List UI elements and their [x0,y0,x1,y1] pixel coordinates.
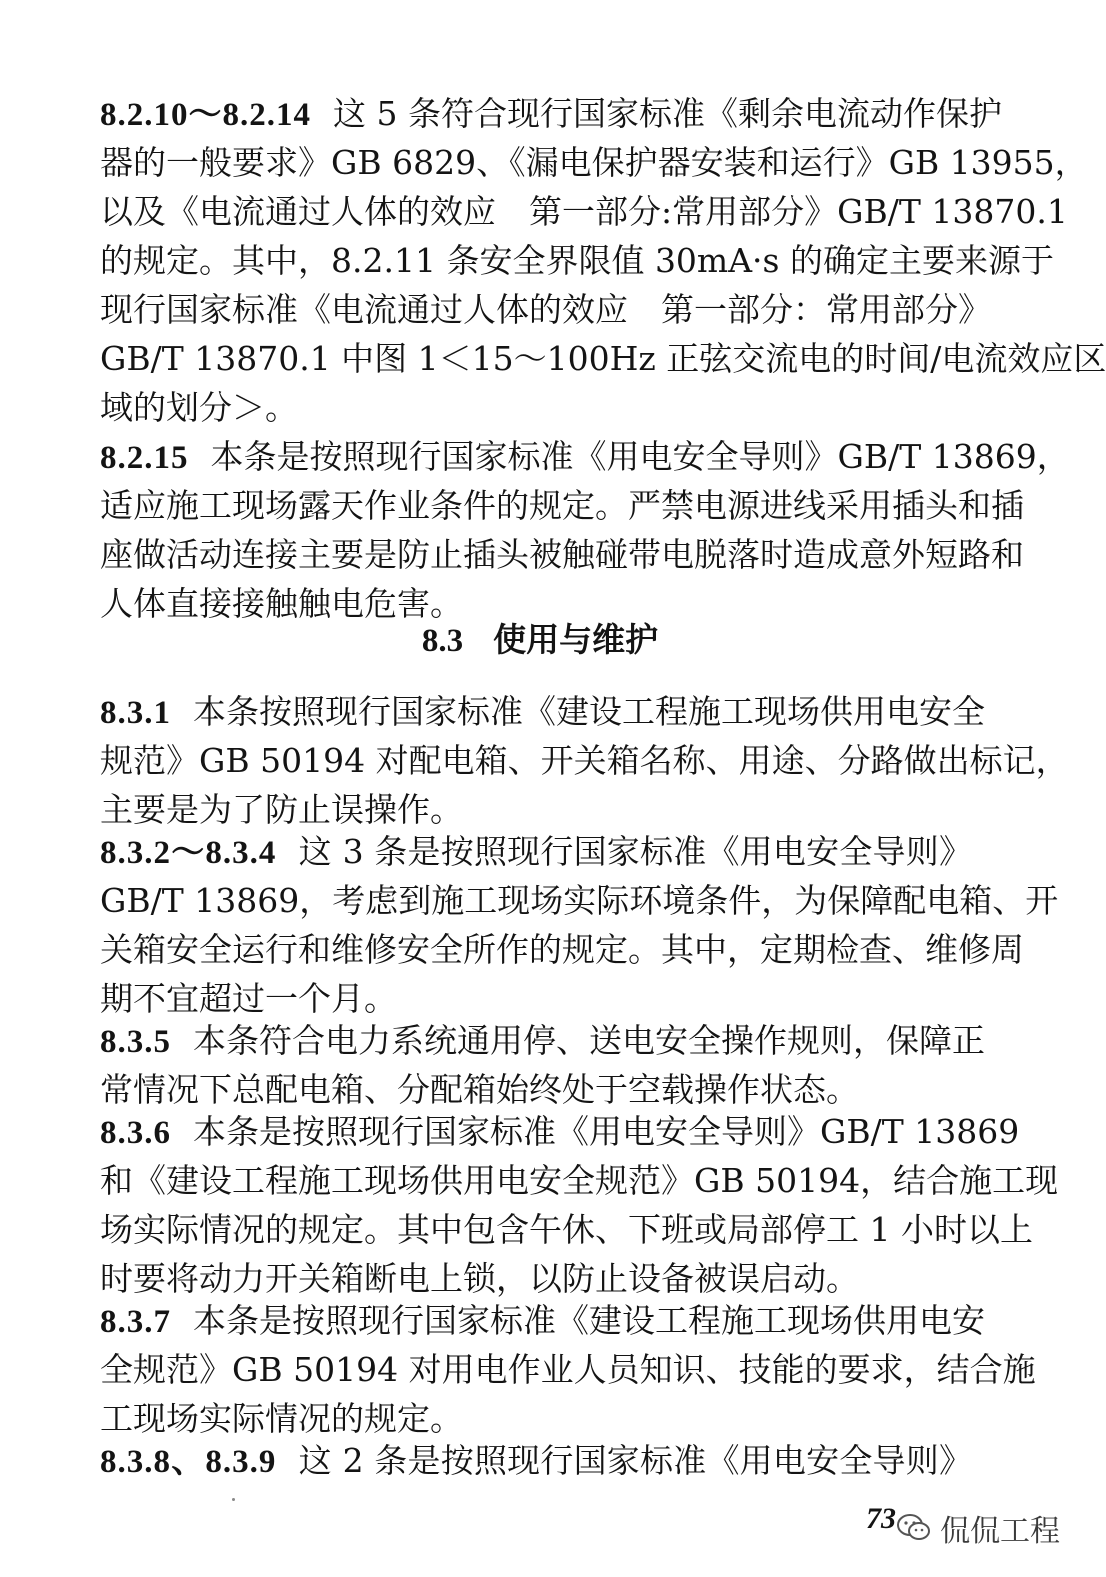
paragraph-line: 适应施工现场露天作业条件的规定。严禁电源进线采用插头和插 [100,486,1024,525]
wechat-icon [896,1513,932,1543]
paragraph-line: 8.2.10～8.2.14 这 5 条符合现行国家标准《剩余电流动作保护 [100,94,1002,133]
clause-number: 8.2.15 [100,440,189,476]
paragraph-line: 人体直接接触触电危害。 [100,584,463,623]
paragraph-line: 工现场实际情况的规定。 [100,1399,463,1438]
paragraph-line: 主要是为了防止误操作。 [100,790,463,829]
paragraph-line: 和《建设工程施工现场供用电安全规范》GB 50194，结合施工现 [100,1161,1059,1200]
paragraph-line: 场实际情况的规定。其中包含午休、下班或局部停工 1 小时以上 [100,1210,1033,1249]
paragraph-line: 常情况下总配电箱、分配箱始终处于空载操作状态。 [100,1070,859,1109]
paragraph-line: 8.3.7 本条是按照现行国家标准《建设工程施工现场供用电安 [100,1301,985,1340]
watermark [896,1506,1060,1550]
clause-number: 8.3.8、8.3.9 [100,1444,277,1480]
scan-speck [232,1498,235,1501]
paragraph-line: 的规定。其中，8.2.11 条安全界限值 30mA·s 的确定主要来源于 [100,241,1054,280]
paragraph-line: 关箱安全运行和维修安全所作的规定。其中，定期检查、维修周 [100,930,1024,969]
paragraph-line: 全规范》GB 50194 对用电作业人员知识、技能的要求，结合施 [100,1350,1036,1389]
paragraph-line: 规范》GB 50194 对配电箱、开关箱名称、用途、分路做出标记， [100,741,1069,780]
clause-number: 8.3.5 [100,1024,171,1060]
paragraph-line: 以及《电流通过人体的效应 第一部分:常用部分》GB/T 13870.1 [100,192,1068,231]
clause-number: 8.2.10～8.2.14 [100,97,311,133]
paragraph-line: 座做活动连接主要是防止插头被触碰带电脱落时造成意外短路和 [100,535,1024,574]
paragraph-line: 器的一般要求》GB 6829、《漏电保护器安装和运行》GB 13955， [100,143,1088,182]
paragraph-line: 8.2.15 本条是按照现行国家标准《用电安全导则》GB/T 13869， [100,437,1070,476]
clause-number: 8.3.6 [100,1115,171,1151]
clause-number: 8.3.7 [100,1304,171,1340]
clause-number: 8.3.1 [100,695,171,731]
paragraph-line: 8.3.1 本条按照现行国家标准《建设工程施工现场供用电安全 [100,692,985,731]
section-number: 8.3 [421,623,464,659]
paragraph-line: 8.3.6 本条是按照现行国家标准《用电安全导则》GB/T 13869 [100,1112,1020,1151]
paragraph-line: 域的划分＞。 [100,388,298,427]
paragraph-line: 期不宜超过一个月。 [100,979,397,1018]
paragraph-line: GB/T 13870.1 中图 1＜15～100Hz 正弦交流电的时间/电流效应区 [100,339,1106,378]
section-heading [0,618,1080,663]
paragraph-line: 8.3.8、8.3.9 这 2 条是按照现行国家标准《用电安全导则》 [100,1441,972,1480]
page-number: 73 [866,1502,896,1535]
paragraph-line: 时要将动力开关箱断电上锁，以防止设备被误启动。 [100,1259,859,1298]
paragraph-line: 8.3.2～8.3.4 这 3 条是按照现行国家标准《用电安全导则》 [100,832,972,871]
paragraph-line: 现行国家标准《电流通过人体的效应 第一部分：常用部分》 [100,290,991,329]
watermark-text: 侃侃工程 [940,1514,1060,1549]
section-title: 使用与维护 [493,620,659,659]
paragraph-line: 8.3.5 本条符合电力系统通用停、送电安全操作规则，保障正 [100,1021,985,1060]
clause-number: 8.3.2～8.3.4 [100,835,277,871]
paragraph-line: GB/T 13869，考虑到施工现场实际环境条件，为保障配电箱、开 [100,881,1059,920]
